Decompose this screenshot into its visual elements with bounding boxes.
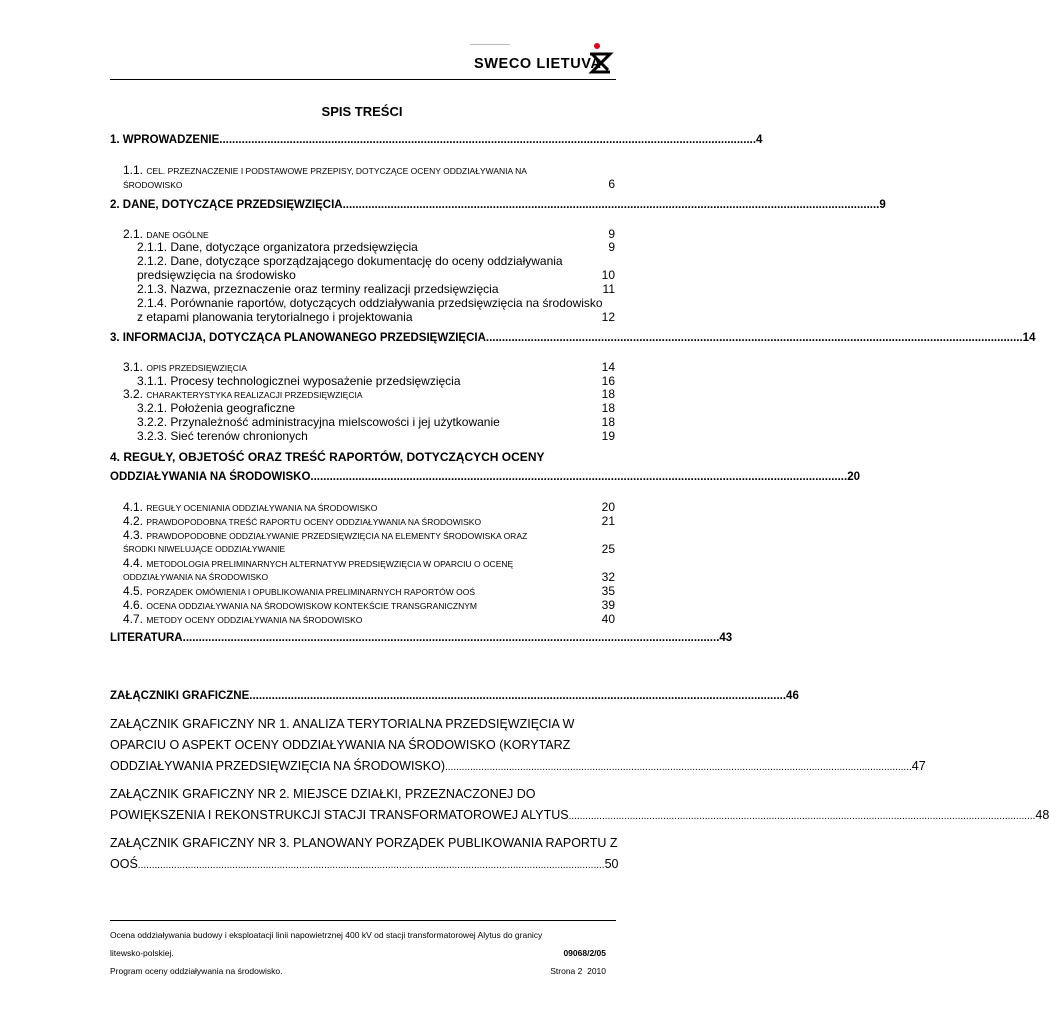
toc-page-4-5: 35 (601, 584, 615, 598)
toc-page-4-1: 20 (601, 500, 615, 514)
toc-entry-3-1[interactable]: 3.1. OPIS PRZEDSIĘWZIĘCIA (123, 360, 247, 374)
toc-page: 9 (879, 199, 886, 211)
toc-page-3-2-3: 19 (601, 429, 615, 443)
toc-entry-3-2-1[interactable]: 3.2.1. Położenia geograficzne (137, 401, 296, 415)
toc-page-2-1-2: 10 (601, 268, 615, 282)
toc-entry-4-5[interactable]: 4.5. PORZĄDEK OMÓWIENIA I OPUBLIKOWANIA PRELIMINARNYCH RAPORTÓW OOŚ (123, 584, 476, 598)
toc-page: 4 (756, 134, 763, 146)
toc-entry-zal-3-line2: OOŚ ........................................................................................................................................................................ 50 (110, 857, 619, 871)
toc-page-4-2: 21 (601, 514, 615, 528)
toc-label: 2. DANE, DOTYCZĄCE PRZEDSIĘWZIĘCIA (110, 199, 343, 211)
toc-entry-2-1-1[interactable]: 2.1.1. Dane, dotyczące organizatora przedsięwzięcia (137, 240, 418, 254)
footer-line-1: Ocena oddziaływania budowy i eksploatacji linii napowietrznej 400 kV od stacji transformatorowej Alytus do granicy (110, 930, 543, 940)
toc-entry-4-4[interactable]: 4.4. METODOLOGIA PRELIMINARNYCH ALTERNATYW PREDSIĘWZIĘCIA W OPARCIU O OCENĘ (123, 556, 514, 570)
toc-page-1-1: 6 (608, 177, 615, 191)
toc-page-3-1-1: 16 (601, 374, 615, 388)
toc-page: 48 (1035, 808, 1049, 822)
toc-entry-3[interactable]: 3. INFORMACIJA, DOTYCZĄCA PLANOWANEGO PRZEDSIĘWZIĘCIA ........................................................................................................................................................................ 14 (110, 332, 1036, 344)
toc-entry-3-1-1[interactable]: 3.1.1. Procesy technologicznei wyposażenie przedsięwzięcia (137, 374, 461, 388)
header-rule-short (470, 44, 510, 45)
footer-doc-code: 09068/2/05 (563, 948, 606, 958)
toc-page-4-4: 32 (601, 570, 615, 584)
toc-label: 3. INFORMACIJA, DOTYCZĄCA PLANOWANEGO PRZEDSIĘWZIĘCIA (110, 332, 486, 344)
toc-entry-zalaczniki[interactable]: ZAŁĄCZNIKI GRAFICZNE ........................................................................................................................................................................ 46 (110, 690, 799, 702)
toc-page-2-1-1: 9 (608, 240, 615, 254)
toc-entry-literatura[interactable]: LITERATURA ........................................................................................................................................................................ 43 (110, 632, 733, 644)
toc-label: ZAŁĄCZNIKI GRAFICZNE (110, 690, 250, 702)
toc-label: ODDZIAŁYWANIA NA ŚRODOWISKO (110, 471, 311, 483)
toc-page-3-2-2: 18 (601, 415, 615, 429)
toc-page: 47 (911, 759, 926, 773)
toc-entry-4-4-cont: ODDZIAŁYWANIA NA ŚRODOWISKO (123, 572, 269, 582)
toc-page-4-3: 25 (601, 542, 615, 556)
toc-page: 20 (847, 471, 860, 483)
toc-entry-zal-1-line3: ODDZIAŁYWANIA PRZEDSIĘWZIĘCIA NA ŚRODOWISKO) ........................................................................................................................................................................ 47 (110, 759, 926, 773)
toc-label: LITERATURA (110, 632, 183, 644)
footer-rule (110, 920, 616, 921)
toc-entry-2-1-4-cont: z etapami planowania terytorialnego i projektowania (137, 310, 413, 324)
footer-line-3: Program oceny oddziaływania na środowisko. (110, 966, 283, 976)
toc-entry-2-1-3[interactable]: 2.1.3. Nazwa, przeznaczenie oraz terminy realizacji przedsięwzięcia (137, 282, 499, 296)
toc-page-3-2-1: 18 (601, 401, 615, 415)
company-logo-text: SWECO LIETUVA (474, 56, 602, 72)
page-title: SPIS TREŚCI (321, 104, 403, 119)
toc-entry-3-2-2[interactable]: 3.2.2. Przynależność administracyjna mielscowości i jej użytkowanie (137, 415, 500, 429)
toc-entry-2-1[interactable]: 2.1. DANE OGÓLNE (123, 227, 209, 241)
toc-entry-zal-1-line2: OPARCIU O ASPEKT OCENY ODDZIAŁYWANIA NA ŚRODOWISKO (KORYTARZ (110, 738, 571, 752)
toc-entry-2-1-2-cont: predsięwzięcia na środowisko (137, 268, 296, 282)
toc-entry-4-2[interactable]: 4.2. PRAWDOPODOBNA TREŚĆ RAPORTU OCENY ODDZIAŁYWANIA NA ŚRODOWISKO (123, 514, 482, 528)
toc-entry-2-1-4[interactable]: 2.1.4. Porównanie raportów, dotyczących oddziaływania przedsięwzięcia na środowisko (137, 296, 603, 310)
toc-entry-4-7[interactable]: 4.7. METODY OCENY ODDZIAŁYWANIA NA ŚRODOWISKO (123, 612, 363, 626)
toc-page: 43 (719, 632, 733, 644)
toc-entry-1-1[interactable]: 1.1. CEL. PRZEZNACZENIE I PODSTAWOWE PRZEPISY, DOTYCZĄCE OCENY ODDZIAŁYWANIA NA (123, 163, 527, 177)
toc-page-2-1: 9 (608, 227, 615, 241)
toc-page: 50 (604, 857, 619, 871)
footer-page-info: Strona 2 2010 (550, 966, 606, 976)
toc-entry-4-1[interactable]: 4.1. REGUŁY OCENIANIA ODDZIAŁYWANIA NA ŚRODOWISKO (123, 500, 378, 514)
toc-entry-4-3[interactable]: 4.3. PRAWDOPODOBNE ODDZIAŁYWANIE PRZEDSIĘWZIĘCIA NA ELEMENTY ŚRODOWISKA ORAZ (123, 528, 528, 542)
toc-label: 1. WPROWADZENIE (110, 134, 220, 146)
toc-entry-3-2[interactable]: 3.2. CHARAKTERYSTYKA REALIZACJI PRZEDSIĘWZIĘCIA (123, 387, 363, 401)
toc-page-3-1: 14 (601, 360, 615, 374)
toc-page: 46 (786, 690, 799, 702)
toc-page: 14 (1022, 332, 1036, 344)
toc-page-3-2: 18 (601, 387, 615, 401)
toc-page-2-1-3: 11 (602, 282, 615, 296)
header-rule (110, 79, 616, 80)
toc-entry-3-2-3[interactable]: 3.2.3. Sieć terenów chronionych (137, 429, 308, 443)
toc-entry-1[interactable]: 1. WPROWADZENIE ........................................................................................................................................................................ 4 (110, 134, 763, 146)
toc-entry-2[interactable]: 2. DANE, DOTYCZĄCE PRZEDSIĘWZIĘCIA ........................................................................................................................................................................ 9 (110, 199, 886, 211)
sweco-logo-icon (586, 42, 614, 74)
toc-entry-4-3-cont: ŚRODKI NIWELUJĄCE ODDZIAŁYWANIE (123, 544, 286, 554)
toc-entry-zal-2-line2: POWIĘKSZENIA I REKONSTRUKCJI STACJI TRANSFORMATOROWEJ ALYTUS ........................................................................................................................................................................ 48 (110, 808, 1049, 822)
toc-page-4-6: 39 (601, 598, 615, 612)
toc-entry-2-1-2[interactable]: 2.1.2. Dane, dotyczące sporządzającego dokumentację do oceny oddziaływania (137, 254, 563, 268)
toc-entry-4-6[interactable]: 4.6. OCENA ODDZIAŁYWANIA NA ŚRODOWISKOW KONTEKŚCIE TRANSGRANICZNYM (123, 598, 477, 612)
toc-entry-4-cont: ODDZIAŁYWANIA NA ŚRODOWISKO ........................................................................................................................................................................ 20 (110, 471, 860, 483)
toc-page-2-1-4: 12 (601, 310, 615, 324)
toc-entry-zal-3[interactable]: ZAŁĄCZNIK GRAFICZNY NR 3. PLANOWANY PORZĄDEK PUBLIKOWANIA RAPORTU Z (110, 836, 618, 850)
toc-page-4-7: 40 (601, 612, 615, 626)
toc-entry-4[interactable]: 4. REGUŁY, OBJETOŚĆ ORAZ TREŚĆ RAPORTÓW, DOTYCZĄCYCH OCENY (110, 450, 545, 464)
toc-entry-zal-1[interactable]: ZAŁĄCZNIK GRAFICZNY NR 1. ANALIZA TERYTORIALNA PRZEDSIĘWZIĘCIA W (110, 717, 575, 731)
toc-entry-zal-2[interactable]: ZAŁĄCZNIK GRAFICZNY NR 2. MIEJSCE DZIAŁKI, PRZEZNACZONEJ DO (110, 787, 536, 801)
footer-line-2: litewsko-polskiej. (110, 948, 174, 958)
toc-entry-1-1-cont: ŚRODOWISKO (123, 180, 183, 190)
